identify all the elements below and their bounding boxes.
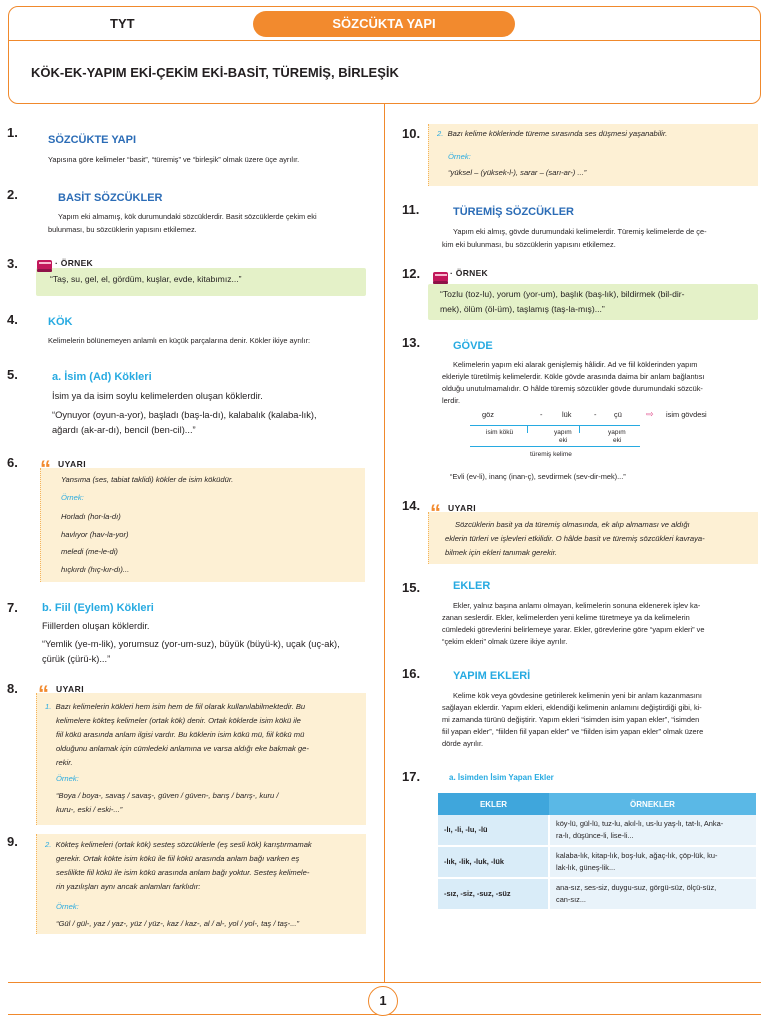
- example-line: “Gül / gül-, yaz / yaz-, yüz / yüz-, kaz / kaz-, al / al-, yol / yol-, taş / taş-...”: [56, 919, 300, 928]
- example-box: [36, 268, 366, 296]
- section-title: a. İsim (Ad) Kökleri: [52, 371, 152, 383]
- word-structure-diagram: [470, 410, 760, 470]
- section-text: ekleriyle türetilmiş kelimelerdir. Kökle gövde arasında daima bir anlam bağlantısı: [442, 372, 705, 381]
- diagram-label: yapım: [554, 429, 572, 436]
- footer-line: [8, 982, 761, 983]
- note-number: 2.: [45, 840, 52, 849]
- warning-text: Köktеş kelimeleri (ortak kök) sesteş sözcüklerle (eş sesli kök) karıştırmamak: [55, 840, 312, 849]
- section-text: Kelimelerin yapım eki alarak genişlemiş hâlidir. Ad ve fiil köklerinden yapım: [453, 360, 698, 369]
- item-number: 14.: [402, 498, 421, 513]
- section-text: Yapısına göre kelimeler “basit”, “türemiş” ve “birleşik” olmak üzere üçe ayrılır.: [48, 155, 300, 164]
- example-text: “Taş, su, gel, el, gördüm, kuşlar, evde, kitabımız...”: [50, 274, 242, 284]
- example-line: “Boya / boya-, savaş / savaş-, güven / güven-, barış / barış-, kuru /: [56, 791, 279, 800]
- example-label-text: ÖRNEK: [60, 258, 93, 268]
- diagram-label: türemiş kelime: [530, 451, 572, 458]
- section-text: İsim ya da isim soylu kelimelerden oluşan köklerdir.: [52, 391, 263, 401]
- table-cell-examples: [549, 846, 756, 878]
- table-row: [438, 815, 756, 846]
- section-text: çürük (çürü-k)...”: [42, 654, 111, 664]
- exam-label: TYT: [110, 16, 135, 31]
- page-subtitle: KÖK-EK-YAPIM EKİ-ÇEKİM EKİ-BASİT, TÜREMİŞ, BİRLEŞİK: [31, 65, 399, 80]
- example-label: · ÖRNEK: [55, 258, 93, 268]
- example-line: kalaba-lık, kitap-lık, boş-luk, ağaç-lık, çöp-lük, ku-: [556, 851, 718, 860]
- section-text: cümledeki görevlerini belirlemeye yarar. Ekler, görevlerine göre “yapım ekleri” ve: [442, 625, 705, 634]
- diagram-suffix: çü: [614, 410, 622, 419]
- section-title: b. Fiil (Eylem) Kökleri: [42, 602, 154, 614]
- section-text: bulunması, bu sözcüklerin yapısını etkilemez.: [48, 225, 197, 234]
- section-text: mi zamanda türünü değiştirir. Yapım ekleri “isimden isim yapan ekler”, “isimden: [442, 715, 700, 724]
- item-number: 1.: [7, 125, 18, 140]
- warning-text: olduğunu anlamak için cümledeki anlamına ve varsa aldığı eke bakmak ge-: [56, 744, 309, 753]
- example-heading: Örnek:: [56, 902, 79, 911]
- section-text: Yapım eki almış, gövde durumundaki kelimelerdir. Türemiş kelimelerde de çe-: [453, 227, 707, 236]
- table-row: [438, 846, 756, 878]
- example-line: kuru-, eski / eski-...”: [56, 805, 123, 814]
- section-title: GÖVDE: [453, 340, 493, 352]
- warning-text: rin yazılışları aynı ancak anlamları farklıdır:: [56, 882, 201, 891]
- example-heading: Örnek:: [56, 774, 79, 783]
- diagram-suffix: lük: [562, 410, 572, 419]
- section-text: “Evli (ev-li), inanç (inan-ç), sevdirmek (sev-dir-mek)...”: [450, 472, 626, 481]
- warning-text: kelimelere kökteş kelimeler (ortak kök) denir. Ortak köklerde isim kökü ile: [56, 716, 301, 725]
- item-number: 8.: [7, 681, 18, 696]
- example-line: ra-lı, düşünce-li, lise-li...: [556, 831, 634, 840]
- item-number: 16.: [402, 666, 421, 681]
- example-line: ana-sız, ses-siz, duygu-suz, görgü-süz, ölçü-süz,: [556, 883, 717, 892]
- page-number: 1: [368, 986, 398, 1016]
- diagram-label: eki: [559, 437, 568, 444]
- warning-text: seslilikte fiil kökü ile isim kökü arasında anlam bağı yoktur. Sesteş kelimele-: [56, 868, 310, 877]
- diagram-label: eki: [613, 437, 622, 444]
- book-icon: [432, 270, 450, 285]
- section-title: KÖK: [48, 316, 73, 328]
- table-header-ekler: EKLER: [438, 793, 549, 815]
- section-text: Yapım eki almamış, kök durumundaki sözcüklerdir. Basit sözcüklerde çekim eki: [58, 212, 317, 221]
- warning-box: [428, 512, 758, 564]
- section-title: TÜREMİŞ SÖZCÜKLER: [453, 206, 574, 218]
- example-line: “yüksel – (yüksek-l-), sarar – (sarı-ar-) ...”: [448, 168, 587, 177]
- diagram-label: yapım: [608, 429, 626, 436]
- example-line: Horladı (hor-la-dı): [61, 512, 121, 521]
- section-title: SÖZCÜKTE YAPI: [48, 134, 137, 146]
- warning-box: [36, 834, 366, 934]
- example-text: mek), ölüm (öl-üm), taşlamış (taş-la-mış)...”: [440, 304, 605, 314]
- example-label-text: ÖRNEK: [455, 268, 488, 278]
- section-text: fiil yapan ekler”, “fiilden fiil yapan ekler” ve “fiilden isim yapan ekler” olmak üzere: [442, 727, 704, 736]
- section-text: “çekim ekleri” olmak üzere ikiye ayrılır.: [442, 637, 568, 646]
- suffix-table: [438, 793, 756, 911]
- section-text: zanan seslerdir. Ekler, kelimelerden yeni kelime türetmeye ya da kelimelerin: [442, 613, 690, 622]
- arrow-icon: ⇨: [646, 409, 654, 419]
- diagram-label: isim kökü: [486, 429, 514, 436]
- diagram-result: isim gövdesi: [666, 410, 707, 419]
- warning-box: [40, 468, 365, 582]
- section-title: EKLER: [453, 580, 491, 592]
- example-line: can-sız...: [556, 895, 586, 904]
- section-text: kim eki bulunması, bu sözcüklerin yapısını etkilemez.: [442, 240, 616, 249]
- item-number: 4.: [7, 312, 18, 327]
- example-line: hıçkırdı (hıç-kır-dı)...: [61, 565, 130, 574]
- warning-text: Bazı kelime köklerinde türeme sırasında ses düşmesi yaşanabilir.: [447, 129, 668, 138]
- table-cell-suffix: -lı, -li, -lu, -lü: [438, 815, 549, 846]
- item-number: 13.: [402, 335, 421, 350]
- item-number: 11.: [402, 202, 420, 217]
- diagram-root: göz: [482, 410, 494, 419]
- warning-text: fiil kökü arasında anlam ilgisi vardır. Bu köklerin isim kökü mü, fiil kökü mü: [56, 730, 305, 739]
- section-title: YAPIM EKLERİ: [453, 670, 531, 682]
- table-header-row: [438, 793, 756, 815]
- section-text: “Oynuyor (oyun-a-yor), başladı (baş-la-dı), kalabalık (kalaba-lık),: [52, 410, 317, 420]
- section-text: olduğu unutulmamalıdır. O hâlde türemiş sözcükler gövde durumundaki sözcük-: [442, 384, 703, 393]
- item-number: 15.: [402, 580, 421, 595]
- book-icon: [36, 258, 54, 273]
- section-text: Fiillerden oluşan köklerdir.: [42, 621, 150, 631]
- warning-text: Yansıma (ses, tabiat taklidi) kökler de isim köküdür.: [61, 475, 234, 484]
- example-line: havlıyor (hav-la-yor): [61, 530, 129, 539]
- section-text: Ekler, yalnız başına anlamı olmayan, kelimelerin sonuna eklenerek işlev ka-: [453, 601, 701, 610]
- item-number: 12.: [402, 266, 421, 281]
- warning-label: UYARI: [58, 459, 87, 469]
- subject-title: SÖZCÜKTA YAPI: [253, 11, 515, 37]
- table-cell-examples: [549, 878, 756, 910]
- table-cell-examples: [549, 815, 756, 846]
- diagram-separator: -: [594, 410, 597, 419]
- diagram-line: [470, 446, 640, 447]
- example-label: · ÖRNEK: [450, 268, 488, 278]
- quote-icon: “: [38, 681, 49, 706]
- item-number: 5.: [7, 367, 18, 382]
- warning-box: [428, 124, 758, 186]
- warning-label: UYARI: [448, 503, 477, 513]
- section-text: ağardı (ak-ar-dı), bencil (ben-cil)...”: [52, 425, 196, 435]
- section-text: Kelime kök veya gövdesine getirilerek kelimenin yeni bir anlam kazanmasını: [453, 691, 702, 700]
- item-number: 6.: [7, 455, 18, 470]
- warning-text: eklerin türleri ve işlevleri etkilidir. O hâlde basit ve türemiş sözcükleri kavraya-: [445, 534, 705, 543]
- item-number: 3.: [7, 256, 18, 271]
- section-text: lerdir.: [442, 396, 461, 405]
- warning-text: Sözcüklerin basit ya da türemiş olmasında, ek alıp almaması ve aldığı: [455, 520, 690, 529]
- diagram-separator: -: [540, 410, 543, 419]
- example-line: lak-lık, güneş-lik...: [556, 863, 616, 872]
- item-number: 2.: [7, 187, 18, 202]
- column-divider: [384, 104, 385, 982]
- warning-label: UYARI: [56, 684, 85, 694]
- header-divider: [8, 40, 761, 41]
- table-cell-suffix: -lık, -lik, -luk, -lük: [438, 846, 549, 878]
- table-header-ornekler: ÖRNEKLER: [549, 793, 756, 815]
- table-title: a. İsimden İsim Yapan Ekler: [449, 773, 554, 782]
- section-text: Kelimelerin bölünemeyen anlamlı en küçük parçalarına denir. Kökler ikiye ayrılır:: [48, 336, 311, 345]
- example-heading: Örnek:: [61, 493, 84, 502]
- section-title: BASİT SÖZCÜKLER: [58, 192, 163, 204]
- note-number: 2.: [437, 129, 444, 138]
- warning-text: gerekir. Ortak kökte isim kökü ile fiil kökü arasında anlam bağı varken eş: [56, 854, 300, 863]
- warning-text: rekir.: [56, 758, 73, 767]
- example-heading: Örnek:: [448, 152, 471, 161]
- item-number: 9.: [7, 834, 18, 849]
- section-text: sağlayan eklerdir. Yapım ekleri, eklendiği kelimenin anlamını değiştirdiği gibi, ki-: [442, 703, 702, 712]
- warning-text: bilmek için ekleri tanımak gerekir.: [445, 548, 557, 557]
- warning-text: Bazı kelimelerin kökleri hem isim hem de fiil olarak kullanılabilmektedir. Bu: [55, 702, 306, 711]
- section-text: dörde ayrılır.: [442, 739, 484, 748]
- item-number: 17.: [402, 769, 421, 784]
- table-cell-suffix: -sız, -siz, -suz, -süz: [438, 878, 549, 910]
- example-line: meledi (me-le-di): [61, 547, 118, 556]
- example-text: “Tozlu (toz-lu), yorum (yor-um), başlık (baş-lık), bildirmek (bil-dir-: [440, 289, 685, 299]
- section-text: “Yemlik (ye-m-lik), yorumsuz (yor-um-suz), büyük (büyü-k), uçak (uç-ak),: [42, 639, 340, 649]
- item-number: 10.: [402, 126, 421, 141]
- quote-icon: “: [40, 456, 51, 481]
- item-number: 7.: [7, 600, 18, 615]
- warning-box: [36, 693, 366, 825]
- note-number: 1.: [45, 702, 52, 711]
- quote-icon: “: [430, 500, 441, 525]
- example-line: köy-lü, gül-lü, tuz-lu, akıl-lı, us-lu yaş-lı, tat-lı, Anka-: [556, 819, 724, 828]
- table-row: [438, 878, 756, 910]
- example-box: [428, 284, 758, 320]
